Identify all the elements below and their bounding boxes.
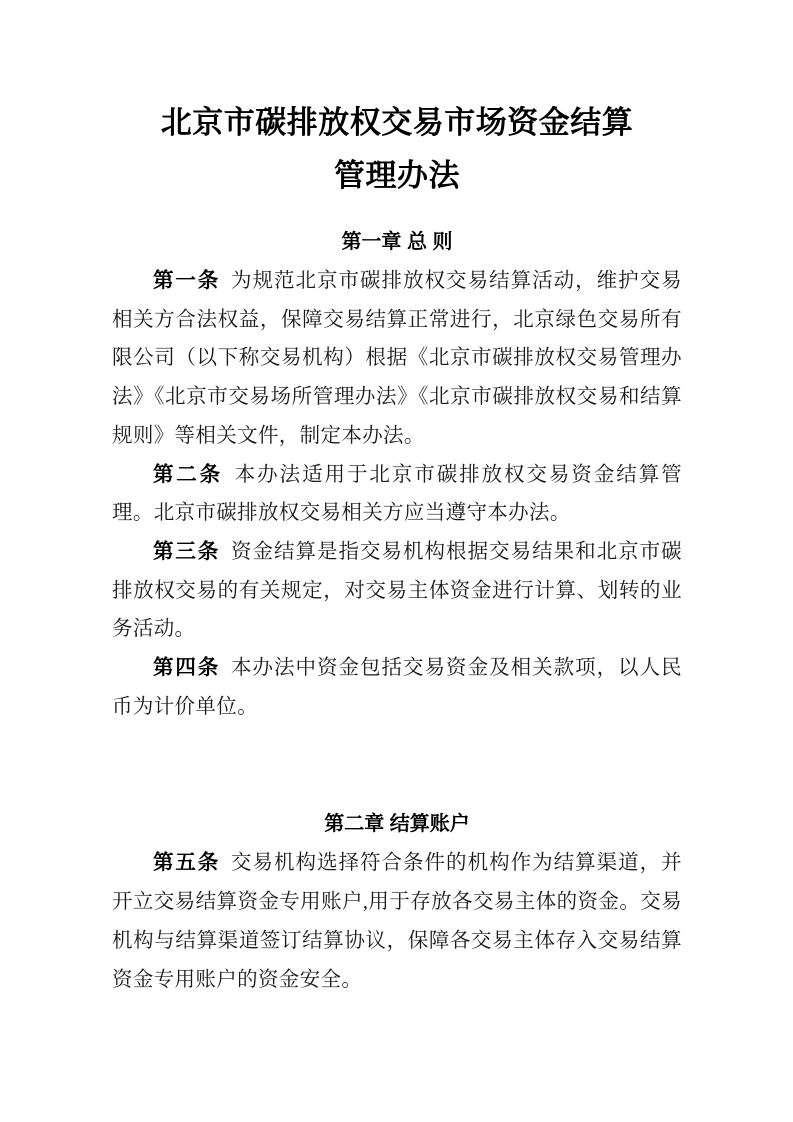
article-paragraph-4 (112, 649, 682, 726)
article-paragraph-1 (112, 262, 682, 456)
article-text-3: 资金结算是指交易机构根据交易结果和北京市碳排放权交易的有关规定，对交易主体资金进行计算、划转的业务活动。 (112, 540, 682, 641)
page-title-line-1: 北京市碳排放权交易市场资金结算 (160, 105, 634, 140)
document-body (112, 96, 682, 999)
article-label-3: 第三条 (153, 540, 221, 563)
article-text-2: 本办法适用于北京市碳排放权交易资金结算管理。北京市碳排放权交易相关方应当遵守本办法。 (112, 463, 683, 525)
chapter-heading-1: 第一章 总 则 (341, 231, 453, 253)
page-title (112, 96, 682, 202)
article-paragraph-2 (112, 456, 682, 533)
article-text-5: 交易机构选择符合条件的机构作为结算渠道，并开立交易结算资金专用账户,用于存放各交易主体的资金。交易机构与结算渠道签订结算协议，保障各交易主体存入交易结算资金专用账户的资金安全。 (112, 852, 682, 991)
article-paragraph-3 (112, 533, 682, 649)
article-text-1: 为规范北京市碳排放权交易结算活动，维护交易相关方合法权益，保障交易结算正常进行，北京绿色交易所有限公司（以下称交易机构）根据《北京市碳排放权交易管理办法》《北京市交易场所管理办法》《北京市碳排放权交易和结算规则》等相关文件，制定本办法。 (112, 270, 682, 447)
article-paragraph-5 (112, 844, 682, 999)
chapter-heading-2: 第二章 结算账户 (324, 813, 470, 836)
article-label-5: 第五条 (153, 852, 221, 875)
article-label-2: 第二条 (153, 463, 223, 486)
article-label-4: 第四条 (153, 657, 221, 680)
page-title-line-2: 管理办法 (334, 158, 460, 193)
article-label-1: 第一条 (153, 270, 221, 292)
article-text-4: 本办法中资金包括交易资金及相关款项，以人民币为计价单位。 (112, 657, 682, 718)
